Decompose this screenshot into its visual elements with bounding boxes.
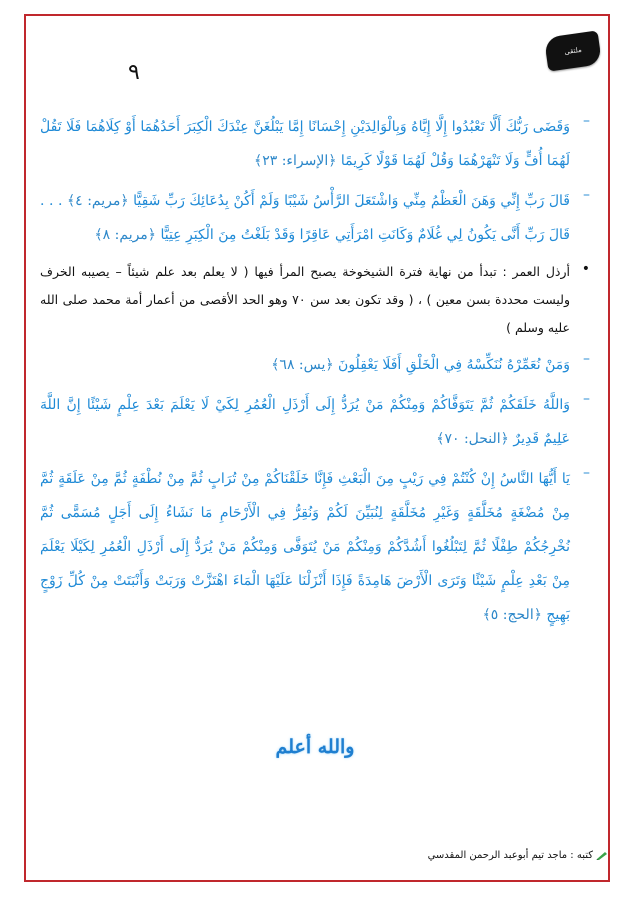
pen-icon [596, 851, 608, 860]
quran-verse [40, 388, 570, 456]
list-item [40, 184, 592, 252]
list-item [40, 388, 592, 456]
verse-reference: ﴿النحل: ٧٠﴾ [436, 431, 509, 447]
verse-reference: ﴿مريم: ٤﴾ [66, 193, 129, 209]
verse-text: وَقَضَى رَبُّكَ أَلَّا تَعْبُدُوا إِلَّا إِيَّاهُ وَبِالْوَالِدَيْنِ إِحْسَانًا إِمَّا يَبْلُغَنَّ عِنْدَكَ الْكِبَرَ أَحَدُهُمَا أَوْ كِلَاهُمَا فَلَا تَقُلْ لَهُمَا أُفٍّ وَلَا تَنْهَرْهُمَا وَقُلْ لَهُمَا قَوْلًا كَرِيمًا [40, 119, 570, 169]
dash-marker: – [583, 187, 590, 203]
dash-marker: – [583, 465, 590, 481]
dash-marker: – [583, 113, 590, 129]
dash-marker: – [583, 391, 590, 407]
footer-author [428, 850, 608, 861]
bullet-marker: • [581, 261, 590, 277]
quran-verse [40, 110, 570, 178]
verse-reference: ﴿الإسراء: ٢٣﴾ [254, 153, 337, 169]
quran-verse [40, 462, 570, 632]
page-content [40, 110, 592, 638]
verse-reference: ﴿مريم: ٨﴾ [94, 227, 157, 243]
list-item [40, 258, 592, 342]
closing-phrase: والله أعلم [275, 736, 355, 758]
quran-verse [40, 348, 570, 382]
verse-reference: ﴿يس: ٦٨﴾ [271, 357, 334, 373]
verse-text: قَالَ رَبِّ إِنِّي وَهَنَ الْعَظْمُ مِنِّي وَاشْتَعَلَ الرَّأْسُ شَيْبًا وَلَمْ أَكُنْ بِدُعَائِكَ رَبِّ شَقِيًّا [133, 193, 570, 209]
dash-marker: – [583, 351, 590, 367]
verse-reference: ﴿الحج: ٥﴾ [482, 607, 542, 623]
list-item [40, 348, 592, 382]
explanation-text: أرذل العمر : تبدأ من نهاية فترة الشيخوخة يصبح المرأ فيها ( لا يعلم بعد علم شيئاً – يصيبه الخرف وليست محددة بسن معين ) ، ( وقد تكون بعد سن ٧٠ وهو الحد الأقصى من أعمار أمة محمد صلى الله عليه وسلم ) [40, 264, 570, 335]
forum-logo-text: ملتقى [563, 45, 583, 56]
quran-verse [40, 184, 570, 252]
verse-text: وَاللَّهُ خَلَقَكُمْ ثُمَّ يَتَوَفَّاكُمْ وَمِنْكُمْ مَنْ يُرَدُّ إِلَى أَرْذَلِ الْعُمُرِ لِكَيْ لَا يَعْلَمَ بَعْدَ عِلْمٍ شَيْئًا إِنَّ اللَّهَ عَلِيمٌ قَدِيرٌ [40, 397, 570, 447]
list-item [40, 110, 592, 178]
verse-text: وَمَنْ نُعَمِّرْهُ نُنَكِّسْهُ فِي الْخَلْقِ أَفَلَا يَعْقِلُونَ [338, 357, 570, 373]
page-number: ٩ [128, 60, 140, 85]
list-item [40, 462, 592, 632]
author-name: كتبه : ماجد تيم أبوعبد الرحمن المقدسي [427, 850, 593, 861]
verse-text-continued: . . . قَالَ رَبِّ أَنَّى يَكُونُ لِي غُلَامٌ وَكَانَتِ امْرَأَتِي عَاقِرًا وَقَدْ بَلَغْتُ مِنَ الْكِبَرِ عِتِيًّا [40, 193, 570, 243]
verse-text: يَا أَيُّهَا النَّاسُ إِنْ كُنْتُمْ فِي رَيْبٍ مِنَ الْبَعْثِ فَإِنَّا خَلَقْنَاكُمْ مِنْ تُرَابٍ ثُمَّ مِنْ نُطْفَةٍ ثُمَّ مِنْ عَلَقَةٍ ثُمَّ مِنْ مُضْغَةٍ مُخَلَّقَةٍ وَغَيْرِ مُخَلَّقَةٍ لِنُبَيِّنَ لَكُمْ وَنُقِرُّ فِي الْأَرْحَامِ مَا نَشَاءُ إِلَى أَجَلٍ مُسَمًّى ثُمَّ نُخْرِجُكُمْ طِفْلًا ثُمَّ لِتَبْلُغُوا أَشُدَّكُمْ وَمِنْكُمْ مَنْ يُتَوَفَّى وَمِنْكُمْ مَنْ يُرَدُّ إِلَى أَرْذَلِ الْعُمُرِ لِكَيْلَا يَعْلَمَ مِنْ بَعْدِ عِلْمٍ شَيْئًا وَتَرَى الْأَرْضَ هَامِدَةً فَإِذَا أَنْزَلْنَا عَلَيْهَا الْمَاءَ اهْتَزَّتْ وَرَبَتْ وَأَنْبَتَتْ مِنْ كُلِّ زَوْجٍ بَهِيجٍ [40, 471, 570, 623]
